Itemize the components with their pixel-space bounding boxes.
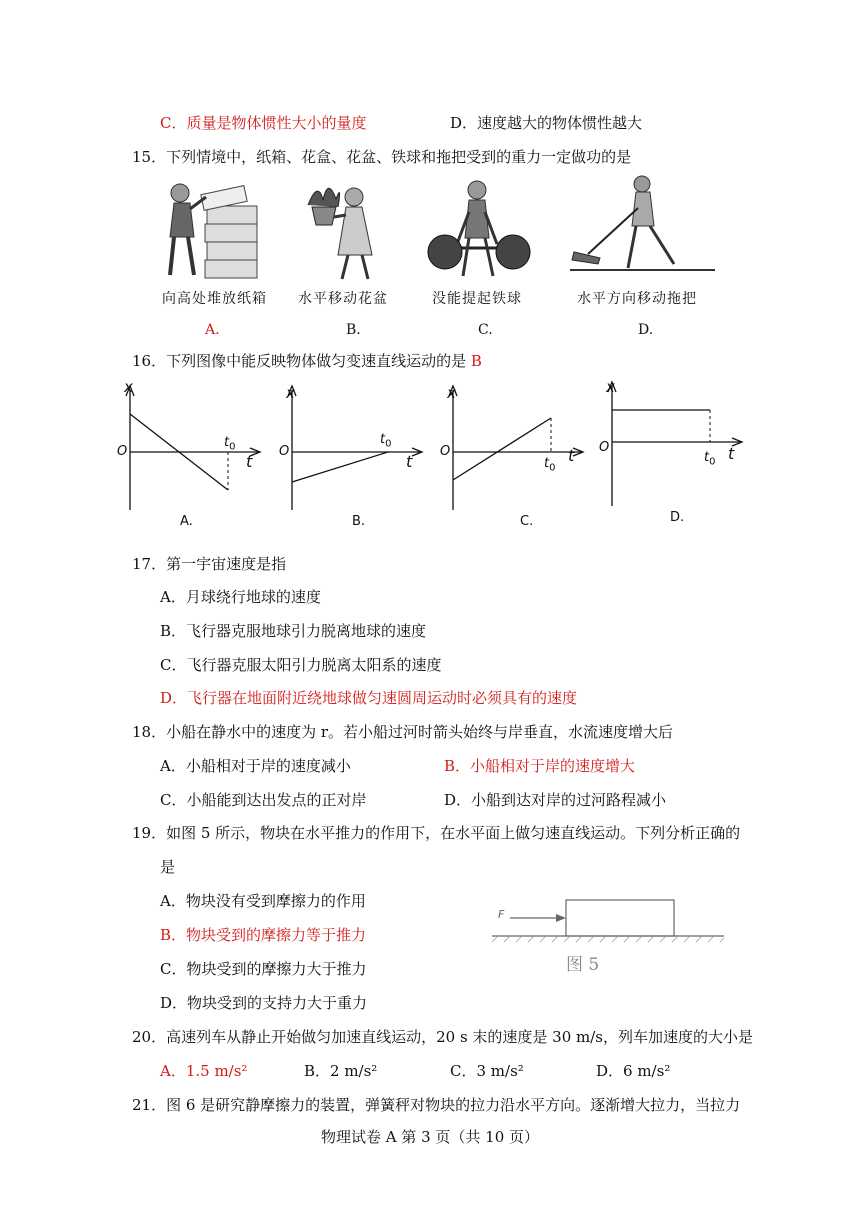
q16-graph-a-letter: A.	[180, 514, 193, 529]
q19-stem-cont: 是	[160, 858, 176, 876]
q20-option-c: C．3 m/s²	[450, 1062, 524, 1080]
q17-option-c: C．飞行器克服太阳引力脱离太阳系的速度	[160, 656, 442, 674]
q16-graph-a-x: x	[124, 378, 133, 396]
q16-graph-b-t: t	[406, 452, 413, 471]
q18-option-b: B．小船相对于岸的速度增大	[444, 757, 636, 775]
q20-stem: 20．高速列车从静止开始做匀加速直线运动，20 s 末的速度是 30 m/s，列车加速度的大小是	[132, 1028, 754, 1046]
q16-stem	[132, 350, 482, 371]
q15-letter-b: B.	[346, 322, 361, 338]
q20-option-d: D．6 m/s²	[596, 1062, 671, 1080]
q16-graph-c-x: x	[447, 384, 456, 402]
q20-option-b: B．2 m/s²	[304, 1062, 378, 1080]
q17-option-d: D．飞行器在地面附近绕地球做匀速圆周运动时必须具有的速度	[160, 689, 578, 707]
q18-option-c: C．小船能到达出发点的正对岸	[160, 791, 367, 809]
q16-stem-text: 16．下列图像中能反映物体做匀变速直线运动的是	[132, 352, 467, 370]
q19-figure-force-label: F	[498, 908, 505, 921]
q19-figure-caption: 图 5	[566, 955, 600, 975]
q20-option-a: A．1.5 m/s²	[160, 1062, 248, 1080]
q14-option-c: C．质量是物体惯性大小的量度	[160, 114, 367, 132]
q16-graph-c-t0: $t_0$	[544, 456, 556, 474]
q15-caption-d: 水平方向移动拖把	[577, 291, 697, 307]
q16-graph-a-t: t	[246, 452, 253, 471]
q16-graph-c-o: O	[440, 444, 451, 459]
q15-letter-a: A.	[205, 322, 220, 338]
q16-graph-b-x: x	[286, 384, 295, 402]
q15-picture-boxes	[160, 175, 270, 285]
q16-graph-d-t: t	[728, 444, 735, 463]
q16-graph-d-t0: $t_0$	[704, 450, 716, 468]
q16-graph-b	[272, 380, 432, 520]
q16-graph-b-letter: B.	[352, 514, 366, 529]
q19-option-b: B．物块受到的摩擦力等于推力	[160, 926, 367, 944]
q16-graph-c-t: t	[568, 446, 575, 465]
q19-stem: 19．如图 5 所示，物块在水平推力的作用下，在水平面上做匀速直线运动。下列分析正确的	[132, 824, 741, 842]
q16-graph-b-o: O	[279, 444, 290, 459]
q15-picture-iron-balls	[425, 172, 535, 284]
q19-figure-5	[488, 892, 728, 944]
q16-graph-d-o: O	[599, 440, 610, 455]
q16-graph-b-t0: $t_0$	[380, 432, 392, 450]
q17-option-b: B．飞行器克服地球引力脱离地球的速度	[160, 622, 427, 640]
q18-option-a: A．小船相对于岸的速度减小	[160, 757, 351, 775]
q16-graph-c-letter: C.	[520, 514, 534, 529]
q18-option-d: D．小船到达对岸的过河路程减小	[444, 791, 667, 809]
q15-picture-mop	[570, 172, 720, 284]
page-footer: 物理试卷 A 第 3 页（共 10 页）	[320, 1128, 540, 1146]
q18-stem: 18．小船在静水中的速度为 r。若小船过河时箭头始终与岸垂直，水流速度增大后	[132, 723, 674, 741]
q16-graph-a-t0: $t_0$	[224, 435, 236, 453]
q16-graph-d-x: x	[606, 378, 615, 396]
q15-caption-b: 水平移动花盆	[298, 291, 388, 307]
q16-graph-d-letter: D.	[670, 510, 685, 525]
q15-letter-c: C.	[478, 322, 493, 338]
q15-letter-d: D.	[638, 322, 654, 338]
q15-picture-flowerpot	[298, 175, 398, 285]
q19-option-c: C．物块受到的摩擦力大于推力	[160, 960, 367, 978]
q16-graph-a-o: O	[117, 444, 128, 459]
q21-stem: 21．图 6 是研究静摩擦力的装置，弹簧秤对物块的拉力沿水平方向。逐渐增大拉力，当拉力	[132, 1096, 741, 1114]
q15-caption-a: 向高处堆放纸箱	[162, 291, 267, 307]
q17-stem: 17．第一宇宙速度是指	[132, 555, 287, 573]
q14-option-d: D．速度越大的物体惯性越大	[450, 114, 643, 132]
q15-stem: 15．下列情境中，纸箱、花盒、花盆、铁球和拖把受到的重力一定做功的是	[132, 148, 632, 166]
q17-option-a: A．月球绕行地球的速度	[160, 588, 321, 606]
q19-option-a: A．物块没有受到摩擦力的作用	[160, 892, 366, 910]
q15-caption-c: 没能提起铁球	[432, 291, 522, 307]
q16-graph-a	[110, 380, 270, 520]
q19-option-d: D．物块受到的支持力大于重力	[160, 994, 368, 1012]
q16-answer: B	[470, 352, 482, 370]
